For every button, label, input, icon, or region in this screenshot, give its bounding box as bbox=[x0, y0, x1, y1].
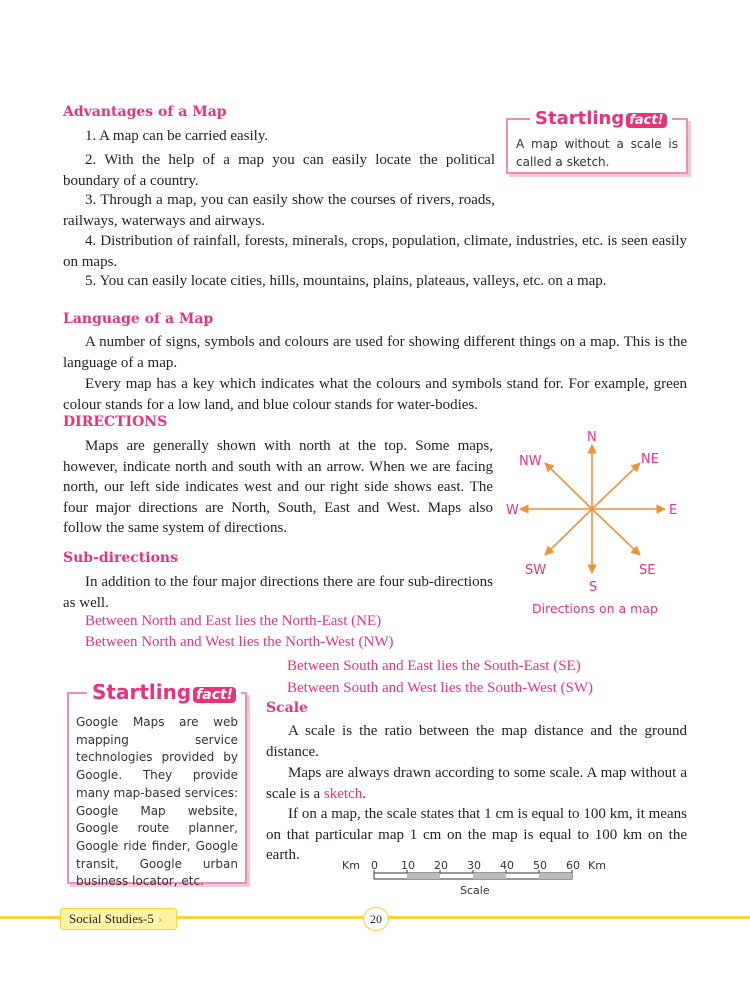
scale-heading: Scale bbox=[266, 700, 308, 716]
arrow-south-east bbox=[592, 509, 640, 555]
scale-unit-right: Km bbox=[588, 859, 606, 872]
subdirection-line-sw: Between South and West lies the South-West (SW) bbox=[287, 680, 594, 696]
scale-tick-label: 20 bbox=[434, 859, 448, 872]
arrow-north-east bbox=[592, 463, 640, 509]
arrow-south-west bbox=[545, 509, 592, 555]
label-ne: NE bbox=[641, 452, 659, 467]
directions-heading: DIRECTIONS bbox=[63, 414, 168, 430]
startling-fact-box-2 bbox=[67, 680, 247, 889]
advantage-item-2: 2. With the help of a map you can easily locate the political boundary of a country. bbox=[63, 152, 495, 189]
scale-paragraph-1: A scale is the ratio between the map distance and the ground distance. bbox=[266, 723, 687, 760]
label-s: S bbox=[589, 580, 598, 595]
sketch-link[interactable]: sketch bbox=[323, 785, 363, 802]
advantages-heading: Advantages of a Map bbox=[63, 104, 227, 120]
advantage-item-3: 3. Through a map, you can easily show the courses of rivers, roads, railways, waterways and airways. bbox=[63, 192, 495, 229]
startling-fact-title-1: Startling fact! bbox=[530, 108, 672, 129]
scale-bar bbox=[330, 856, 620, 898]
startling-fact-box-1 bbox=[506, 108, 688, 174]
scale-paragraph-3: If on a map, the scale states that 1 cm is equal to 100 km, it means on that particular map 1 cm on the map is equal to 100 km on the earth. bbox=[266, 806, 687, 863]
advantage-item-1: 1. A map can be carried easily. bbox=[85, 128, 269, 144]
scale-segment bbox=[407, 873, 440, 879]
subdirections-paragraph: In addition to the four major directions there are four sub-directions as well. bbox=[63, 574, 493, 611]
scale-tick-label: 30 bbox=[467, 859, 481, 872]
scale-segment bbox=[473, 873, 506, 879]
label-sw: SW bbox=[525, 563, 547, 578]
compass-diagram bbox=[500, 425, 700, 620]
language-paragraph-2: Every map has a key which indicates what the colours and symbols stand for. For example, green colour stands for a low land, and blue colour stands for water-bodies. bbox=[63, 376, 687, 413]
directions-paragraph: Maps are generally shown with north at the top. Some maps, however, indicate north and south with an arrow. When we are facing north, our left side indicates west and our right side shows east. The four major directions are North, South, East and West. Maps also follow the same system of directions. bbox=[63, 438, 493, 536]
subdirections-heading: Sub-directions bbox=[63, 550, 178, 566]
scale-ticks bbox=[371, 859, 580, 873]
label-w: W bbox=[506, 503, 519, 518]
fact-badge-2: fact! bbox=[193, 687, 236, 703]
scale-unit-left: Km bbox=[342, 859, 360, 872]
scale-tick-label: 10 bbox=[401, 859, 415, 872]
scale-tick-label: 0 bbox=[371, 859, 378, 872]
arrow-north-west bbox=[545, 463, 592, 509]
label-se: SE bbox=[639, 563, 656, 578]
scale-paragraph-2: Maps are always drawn according to some scale. A map without a scale is a sketch. bbox=[266, 765, 687, 802]
scale-tick-label: 60 bbox=[566, 859, 580, 872]
startling-fact-text-2: Google Maps are web mapping service technologies provided by Google. They provide many map-based services: Google Map website, Google route planner, Google ride finder, Google transit, Google urban business locator, etc. bbox=[76, 715, 238, 889]
label-n: N bbox=[587, 430, 597, 445]
compass-caption: Directions on a map bbox=[532, 601, 658, 616]
subdirection-line-ne: Between North and East lies the North-East (NE) bbox=[85, 613, 382, 629]
scale-tick-label: 50 bbox=[533, 859, 547, 872]
advantage-item-4: 4. Distribution of rainfall, forests, minerals, crops, population, climate, industries, etc. is seen easily on maps. bbox=[63, 233, 687, 270]
label-nw: NW bbox=[519, 454, 542, 469]
page-number: 20 bbox=[363, 907, 389, 931]
language-paragraph-1: A number of signs, symbols and colours are used for showing different things on a map. This is the language of a map. bbox=[63, 334, 687, 371]
chevron-right-icon: › bbox=[157, 911, 163, 926]
fact-badge-1: fact! bbox=[626, 113, 666, 128]
label-e: E bbox=[669, 503, 678, 518]
scale-tick-label: 40 bbox=[500, 859, 514, 872]
startling-fact-text-1: A map without a scale is called a sketch. bbox=[516, 137, 678, 169]
scale-segment bbox=[539, 873, 572, 879]
scale-label: Scale bbox=[460, 884, 490, 897]
language-heading: Language of a Map bbox=[63, 311, 214, 327]
footer-book-label: Social Studies-5 › bbox=[60, 908, 177, 930]
startling-fact-title-2: Startling fact! bbox=[87, 680, 241, 704]
scale-segments bbox=[407, 873, 572, 879]
subdirection-line-se: Between South and East lies the South-East (SE) bbox=[287, 658, 581, 674]
advantage-item-5: 5. You can easily locate cities, hills, mountains, plains, plateaus, valleys, etc. on a map. bbox=[85, 273, 607, 289]
subdirection-line-nw: Between North and West lies the North-West (NW) bbox=[85, 634, 394, 650]
